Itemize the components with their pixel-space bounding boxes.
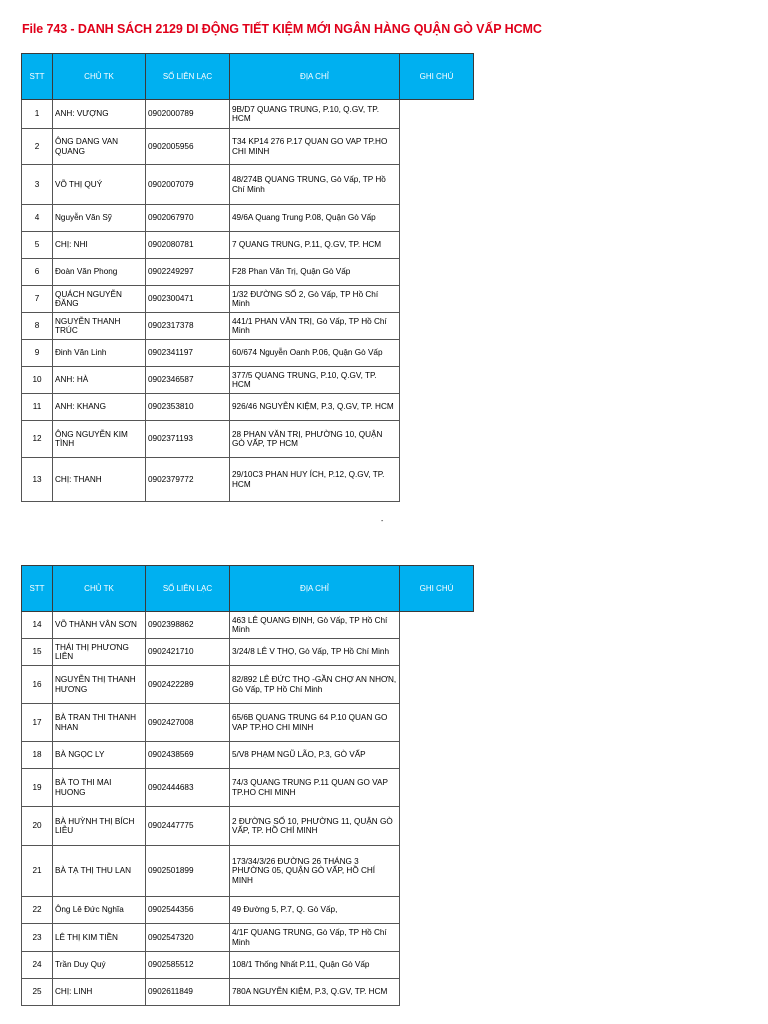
row-phone: 0902438569 [146, 742, 230, 769]
row-address: 4/1F QUANG TRUNG, Gò Vấp, TP Hồ Chí Minh [230, 924, 400, 952]
row-phone: 0902249297 [146, 259, 230, 286]
row-name: LÊ THỊ KIM TIỀN [53, 924, 146, 952]
header-so-lien-lac: SỐ LIÊN LẠC [146, 566, 230, 612]
row-note [400, 165, 474, 205]
row-note [400, 259, 474, 286]
header-dia-chi: ĐỊA CHỈ [230, 54, 400, 100]
row-note [400, 924, 474, 952]
row-name: BÀ TẠ THỊ THU LAN [53, 846, 146, 897]
table-row [22, 421, 474, 458]
row-note [400, 129, 474, 165]
row-stt: 6 [22, 259, 53, 286]
row-note [400, 100, 474, 129]
row-name: NGUYỄN THANH TRÚC [53, 313, 146, 340]
row-phone: 0902300471 [146, 286, 230, 313]
row-name: CHỊ: NHI [53, 232, 146, 259]
row-name: THÁI THỊ PHƯƠNG LIÊN [53, 639, 146, 666]
row-address: 28 PHAN VĂN TRỊ, PHƯỜNG 10, QUẬN GÒ VẤP, TP HCM [230, 421, 400, 458]
row-address: 82/892 LÊ ĐỨC THỌ -GẦN CHỢ AN NHƠN, Gò Vấp, TP Hồ Chí Minh [230, 666, 400, 704]
row-note [400, 807, 474, 846]
row-stt: 7 [22, 286, 53, 313]
row-note [400, 286, 474, 313]
table-row [22, 952, 474, 979]
row-note [400, 367, 474, 394]
row-stt: 24 [22, 952, 53, 979]
table-row [22, 205, 474, 232]
row-stt: 16 [22, 666, 53, 704]
row-address: 2 ĐƯỜNG SỐ 10, PHƯỜNG 11, QUẬN GÒ VẤP, TP. HỒ CHÍ MINH [230, 807, 400, 846]
row-stt: 15 [22, 639, 53, 666]
row-address: 7 QUANG TRUNG, P.11, Q.GV, TP. HCM [230, 232, 400, 259]
contact-table-2 [21, 565, 474, 1006]
row-name: ANH: VƯỢNG [53, 100, 146, 129]
row-name: CHỊ: LINH [53, 979, 146, 1006]
row-note [400, 612, 474, 639]
row-phone: 0902000789 [146, 100, 230, 129]
row-name: Nguyễn Văn Sỹ [53, 205, 146, 232]
row-stt: 11 [22, 394, 53, 421]
row-phone: 0902547320 [146, 924, 230, 952]
row-name: ANH: KHANG [53, 394, 146, 421]
row-note [400, 639, 474, 666]
row-address: 926/46 NGUYỄN KIỆM, P.3, Q.GV, TP. HCM [230, 394, 400, 421]
row-note [400, 979, 474, 1006]
row-name: BÀ HUỲNH THỊ BÍCH LIỄU [53, 807, 146, 846]
row-address: 5/V8 PHẠM NGŨ LÃO, P.3, GÒ VẤP [230, 742, 400, 769]
row-phone: 0902611849 [146, 979, 230, 1006]
row-phone: 0902379772 [146, 458, 230, 502]
row-stt: 25 [22, 979, 53, 1006]
contact-table-1 [21, 53, 474, 502]
row-note [400, 394, 474, 421]
row-name: ÔNG NGUYỄN KIM TÌNH [53, 421, 146, 458]
row-note [400, 232, 474, 259]
row-address: 173/34/3/26 ĐƯỜNG 26 THÁNG 3 PHƯỜNG 05, QUẬN GÒ VẤP, HỒ CHÍ MINH [230, 846, 400, 897]
header-so-lien-lac: SỐ LIÊN LẠC [146, 54, 230, 100]
row-name: BÀ NGỌC LY [53, 742, 146, 769]
row-name: Ông Lê Đức Nghĩa [53, 897, 146, 924]
row-address: 48/274B QUANG TRUNG, Gò Vấp, TP Hồ Chí Minh [230, 165, 400, 205]
row-note [400, 952, 474, 979]
row-name: Đoàn Văn Phong [53, 259, 146, 286]
row-phone: 0902080781 [146, 232, 230, 259]
row-address: 29/10C3 PHAN HUY ÍCH, P.12, Q.GV, TP. HCM [230, 458, 400, 502]
row-note [400, 666, 474, 704]
row-stt: 1 [22, 100, 53, 129]
row-name: QUÁCH NGUYỄN ĐĂNG [53, 286, 146, 313]
row-name: BÀ TO THI MAI HUONG [53, 769, 146, 807]
row-phone: 0902398862 [146, 612, 230, 639]
table-row [22, 458, 474, 502]
row-phone: 0902353810 [146, 394, 230, 421]
row-note [400, 704, 474, 742]
row-name: VÕ THÀNH VÂN SƠN [53, 612, 146, 639]
header-ghi-chu: GHI CHÚ [400, 54, 474, 100]
row-stt: 8 [22, 313, 53, 340]
row-phone: 0902317378 [146, 313, 230, 340]
table-row [22, 340, 474, 367]
table-row [22, 979, 474, 1006]
row-phone: 0902067970 [146, 205, 230, 232]
row-note [400, 421, 474, 458]
row-phone: 0902585512 [146, 952, 230, 979]
table-row [22, 612, 474, 639]
table-row [22, 769, 474, 807]
table-row [22, 807, 474, 846]
row-phone: 0902447775 [146, 807, 230, 846]
row-phone: 0902341197 [146, 340, 230, 367]
row-name: CHỊ: THANH [53, 458, 146, 502]
row-address: 3/24/8 LÊ V THỌ, Gò Vấp, TP Hồ Chí Minh [230, 639, 400, 666]
header-dia-chi: ĐỊA CHỈ [230, 566, 400, 612]
row-stt: 14 [22, 612, 53, 639]
row-stt: 9 [22, 340, 53, 367]
stray-mark: - [381, 518, 384, 525]
table-row [22, 259, 474, 286]
table-row [22, 846, 474, 897]
table-row [22, 165, 474, 205]
row-address: 1/32 ĐƯỜNG SỐ 2, Gò Vấp, TP Hồ Chí Minh [230, 286, 400, 313]
row-stt: 12 [22, 421, 53, 458]
row-phone: 0902346587 [146, 367, 230, 394]
table-row [22, 313, 474, 340]
row-stt: 5 [22, 232, 53, 259]
row-stt: 23 [22, 924, 53, 952]
table-row [22, 897, 474, 924]
document-title: File 743 - DANH SÁCH 2129 DI ĐỘNG TIẾT KIỆM MỚI NGÂN HÀNG QUẬN GÒ VẤP HCMC [22, 22, 542, 36]
row-note [400, 340, 474, 367]
row-stt: 13 [22, 458, 53, 502]
row-name: ANH: HÀ [53, 367, 146, 394]
row-address: 49 Đường 5, P.7, Q. Gò Vấp, [230, 897, 400, 924]
row-stt: 22 [22, 897, 53, 924]
header-stt: STT [22, 54, 53, 100]
row-stt: 10 [22, 367, 53, 394]
row-address: 780A NGUYỄN KIỆM, P.3, Q.GV, TP. HCM [230, 979, 400, 1006]
row-name: NGUYỄN THỊ THANH HƯƠNG [53, 666, 146, 704]
row-address: F28 Phan Văn Trị, Quận Gò Vấp [230, 259, 400, 286]
row-note [400, 846, 474, 897]
header-ghi-chu: GHI CHÚ [400, 566, 474, 612]
row-phone: 0902421710 [146, 639, 230, 666]
row-address: 463 LÊ QUANG ĐỊNH, Gò Vấp, TP Hồ Chí Minh [230, 612, 400, 639]
row-note [400, 769, 474, 807]
row-name: Trần Duy Quý [53, 952, 146, 979]
table-row [22, 394, 474, 421]
row-phone: 0902005956 [146, 129, 230, 165]
row-note [400, 458, 474, 502]
row-stt: 21 [22, 846, 53, 897]
row-address: 65/6B QUANG TRUNG 64 P.10 QUAN GO VAP TP.HO CHI MINH [230, 704, 400, 742]
row-name: ÔNG DANG VAN QUANG [53, 129, 146, 165]
row-note [400, 897, 474, 924]
row-address: 49/6A Quang Trung P.08, Quận Gò Vấp [230, 205, 400, 232]
table-row [22, 742, 474, 769]
header-stt: STT [22, 566, 53, 612]
row-note [400, 313, 474, 340]
row-stt: 3 [22, 165, 53, 205]
row-stt: 2 [22, 129, 53, 165]
row-phone: 0902007079 [146, 165, 230, 205]
row-address: 441/1 PHAN VĂN TRỊ, Gò Vấp, TP Hồ Chí Minh [230, 313, 400, 340]
row-address: 74/3 QUANG TRUNG P.11 QUAN GO VAP TP.HO CHI MINH [230, 769, 400, 807]
table-row [22, 367, 474, 394]
table-row [22, 666, 474, 704]
table-row [22, 704, 474, 742]
row-phone: 0902371193 [146, 421, 230, 458]
row-name: BÀ TRAN THI THANH NHAN [53, 704, 146, 742]
table-row [22, 286, 474, 313]
row-stt: 17 [22, 704, 53, 742]
row-name: VÕ THỊ QUÝ [53, 165, 146, 205]
row-stt: 19 [22, 769, 53, 807]
row-phone: 0902501899 [146, 846, 230, 897]
row-note [400, 742, 474, 769]
row-address: 108/1 Thống Nhất P.11, Quận Gò Vấp [230, 952, 400, 979]
row-address: 60/674 Nguyễn Oanh P.06, Quận Gò Vấp [230, 340, 400, 367]
header-chu-tk: CHỦ TK [53, 566, 146, 612]
row-stt: 20 [22, 807, 53, 846]
table-row [22, 100, 474, 129]
row-name: Đinh Văn Linh [53, 340, 146, 367]
row-address: 9B/D7 QUANG TRUNG, P.10, Q.GV, TP. HCM [230, 100, 400, 129]
row-phone: 0902444683 [146, 769, 230, 807]
row-phone: 0902427008 [146, 704, 230, 742]
table-row [22, 232, 474, 259]
row-phone: 0902544356 [146, 897, 230, 924]
row-phone: 0902422289 [146, 666, 230, 704]
row-stt: 18 [22, 742, 53, 769]
row-stt: 4 [22, 205, 53, 232]
table-row [22, 924, 474, 952]
header-chu-tk: CHỦ TK [53, 54, 146, 100]
table-row [22, 129, 474, 165]
table-row [22, 639, 474, 666]
row-address: T34 KP14 276 P.17 QUAN GO VAP TP.HO CHI MINH [230, 129, 400, 165]
row-note [400, 205, 474, 232]
row-address: 377/5 QUANG TRUNG, P.10, Q.GV, TP. HCM [230, 367, 400, 394]
